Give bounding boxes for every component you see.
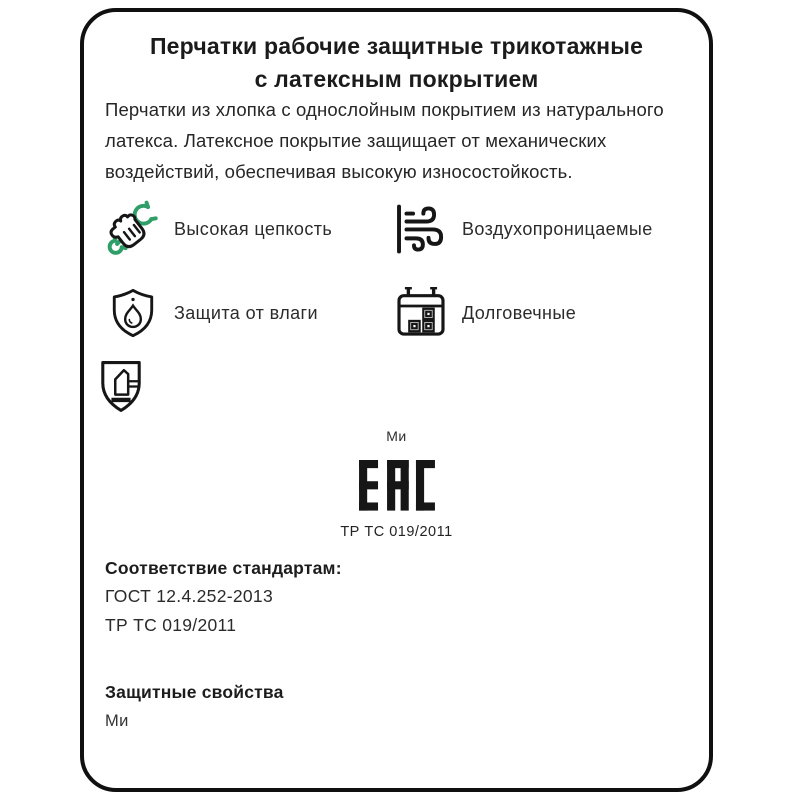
protective-properties-heading: Защитные свойства [105, 682, 284, 702]
wind-icon [392, 198, 450, 260]
product-card [80, 8, 713, 792]
protection-class-label: Ми [386, 428, 407, 444]
feature-moisture-protection [104, 282, 318, 344]
shield-glove-icon [98, 358, 146, 418]
feature-label: Защита от влаги [174, 302, 318, 323]
feature-label: Высокая цепкость [174, 218, 333, 239]
standards-heading: Соответствие стандартам: [105, 558, 342, 578]
standard-item: ГОСТ 12.4.252-2013 [105, 586, 273, 606]
shield-droplet-icon [104, 282, 162, 344]
eac-mark-icon [359, 460, 435, 511]
feature-label: Воздухопроницаемые [462, 218, 653, 239]
protective-properties-value: Ми [105, 712, 129, 730]
feature-high-grip [104, 198, 332, 260]
page-title [84, 30, 709, 96]
title-line-1: Перчатки рабочие защитные трикотажные [149, 33, 644, 59]
title-line-2: с латексным покрытием [254, 66, 539, 92]
product-description: Перчатки из хлопка с однослойным покрытием из натурального латекса. Латексное покрытие защищает от механических воздействий, обеспечивая высокую износостойкость. [105, 99, 664, 182]
glove-wrench-icon [104, 198, 162, 260]
certification-block [84, 428, 709, 540]
regulation-label: ТР ТС 019/2011 [340, 523, 453, 540]
feature-breathable [392, 198, 653, 260]
feature-durable [392, 282, 576, 344]
standard-item: ТР ТС 019/2011 [105, 615, 237, 635]
feature-label: Долговечные [462, 302, 577, 323]
calendar-icon [392, 282, 450, 344]
protective-properties-block [105, 682, 284, 731]
standards-block [105, 558, 342, 636]
